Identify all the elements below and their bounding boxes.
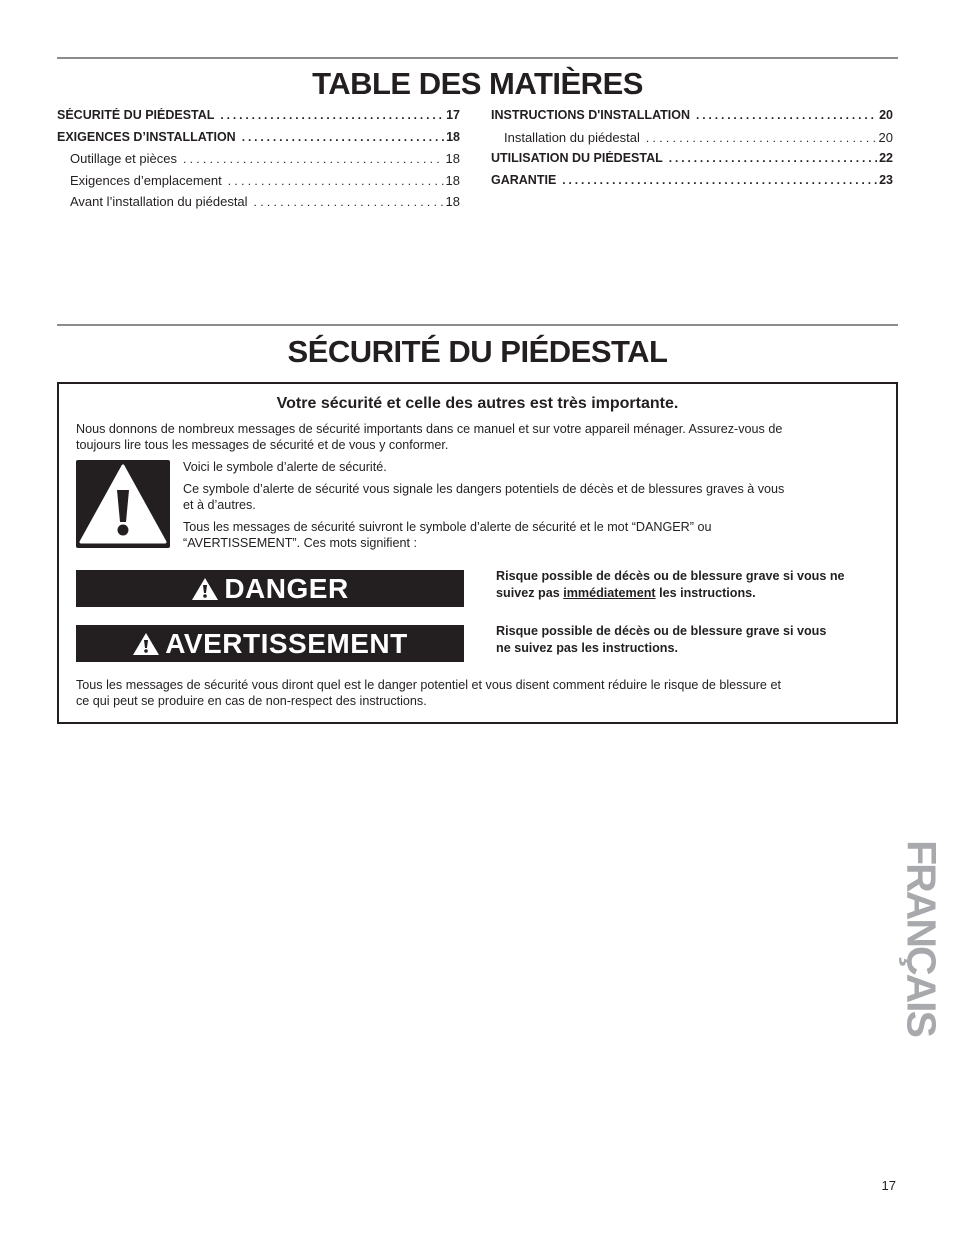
toc-item-garantie[interactable]: GARANTIE ..... 23 [491, 173, 893, 195]
language-side-tab: FRANÇAIS [898, 840, 945, 1036]
danger-description: Risque possible de décès ou de blessure grave si vous ne suivez pas immédiatement les instructions. [496, 569, 845, 600]
danger-signal: DANGER [76, 570, 464, 607]
warning-triangle-icon [76, 460, 170, 548]
page-number: 17 [881, 1178, 896, 1193]
toc-item-instructions[interactable]: INSTRUCTIONS D'INSTALLATION ..... 20 [491, 108, 893, 130]
warning-signal: AVERTISSEMENT [76, 625, 464, 662]
toc-top-rule [57, 57, 898, 59]
safety-box-heading: Votre sécurité et celle des autres est très importante. [276, 395, 679, 412]
safety-title: SÉCURITÉ DU PIÉDESTAL [287, 334, 668, 369]
toc-left-column [57, 108, 460, 216]
safety-follow-text: Tous les messages de sécurité suivront le symbole d’alerte de sécurité et le mot “DANGER” ou “AVERTISSEMENT”. Ces mots signifient : [183, 520, 712, 550]
safety-alert-explanation: Ce symbole d’alerte de sécurité vous signale les dangers potentiels de décès et de blessures graves à vous et à d’autres. [183, 482, 785, 512]
toc-right-column [491, 108, 893, 194]
safety-intro: Nous donnons de nombreux messages de sécurité importants dans ce manuel et sur votre appareil ménager. Assurez-vous de toujours lire tous les messages de sécurité et de vous y conformer. [76, 422, 783, 452]
safety-symbol-text: Voici le symbole d’alerte de sécurité. [183, 460, 387, 474]
safety-box [57, 382, 898, 724]
warning-triangle-icon [132, 632, 160, 656]
toc-title: TABLE DES MATIÈRES [312, 66, 643, 101]
toc-item-avant-installation[interactable]: Avant l’installation du piédestal . . . 18 [57, 194, 460, 216]
safety-closing: Tous les messages de sécurité vous diront quel est le danger potentiel et vous disent comment réduire le risque de blessure et ce qui peut se produire en cas de non-respect des instructions. [76, 678, 781, 708]
toc-item-installation-piedestal[interactable]: Installation du piédestal . . . 20 [491, 130, 893, 152]
toc-item-outillage[interactable]: Outillage et pièces . . . 18 [57, 151, 460, 173]
toc-item-utilisation[interactable]: UTILISATION DU PIÉDESTAL ..... 22 [491, 151, 893, 173]
warning-triangle-icon [191, 577, 219, 601]
safety-alert-symbol [76, 460, 170, 548]
toc-item-emplacement[interactable]: Exigences d’emplacement . . . 18 [57, 173, 460, 195]
toc-item-exigences[interactable]: EXIGENCES D’INSTALLATION ..... 18 [57, 130, 460, 152]
toc-item-securite[interactable]: SÉCURITÉ DU PIÉDESTAL ..... 17 [57, 108, 460, 130]
warning-description: Risque possible de décès ou de blessure grave si vous ne suivez pas les instructions. [496, 624, 827, 655]
safety-top-rule [57, 324, 898, 326]
